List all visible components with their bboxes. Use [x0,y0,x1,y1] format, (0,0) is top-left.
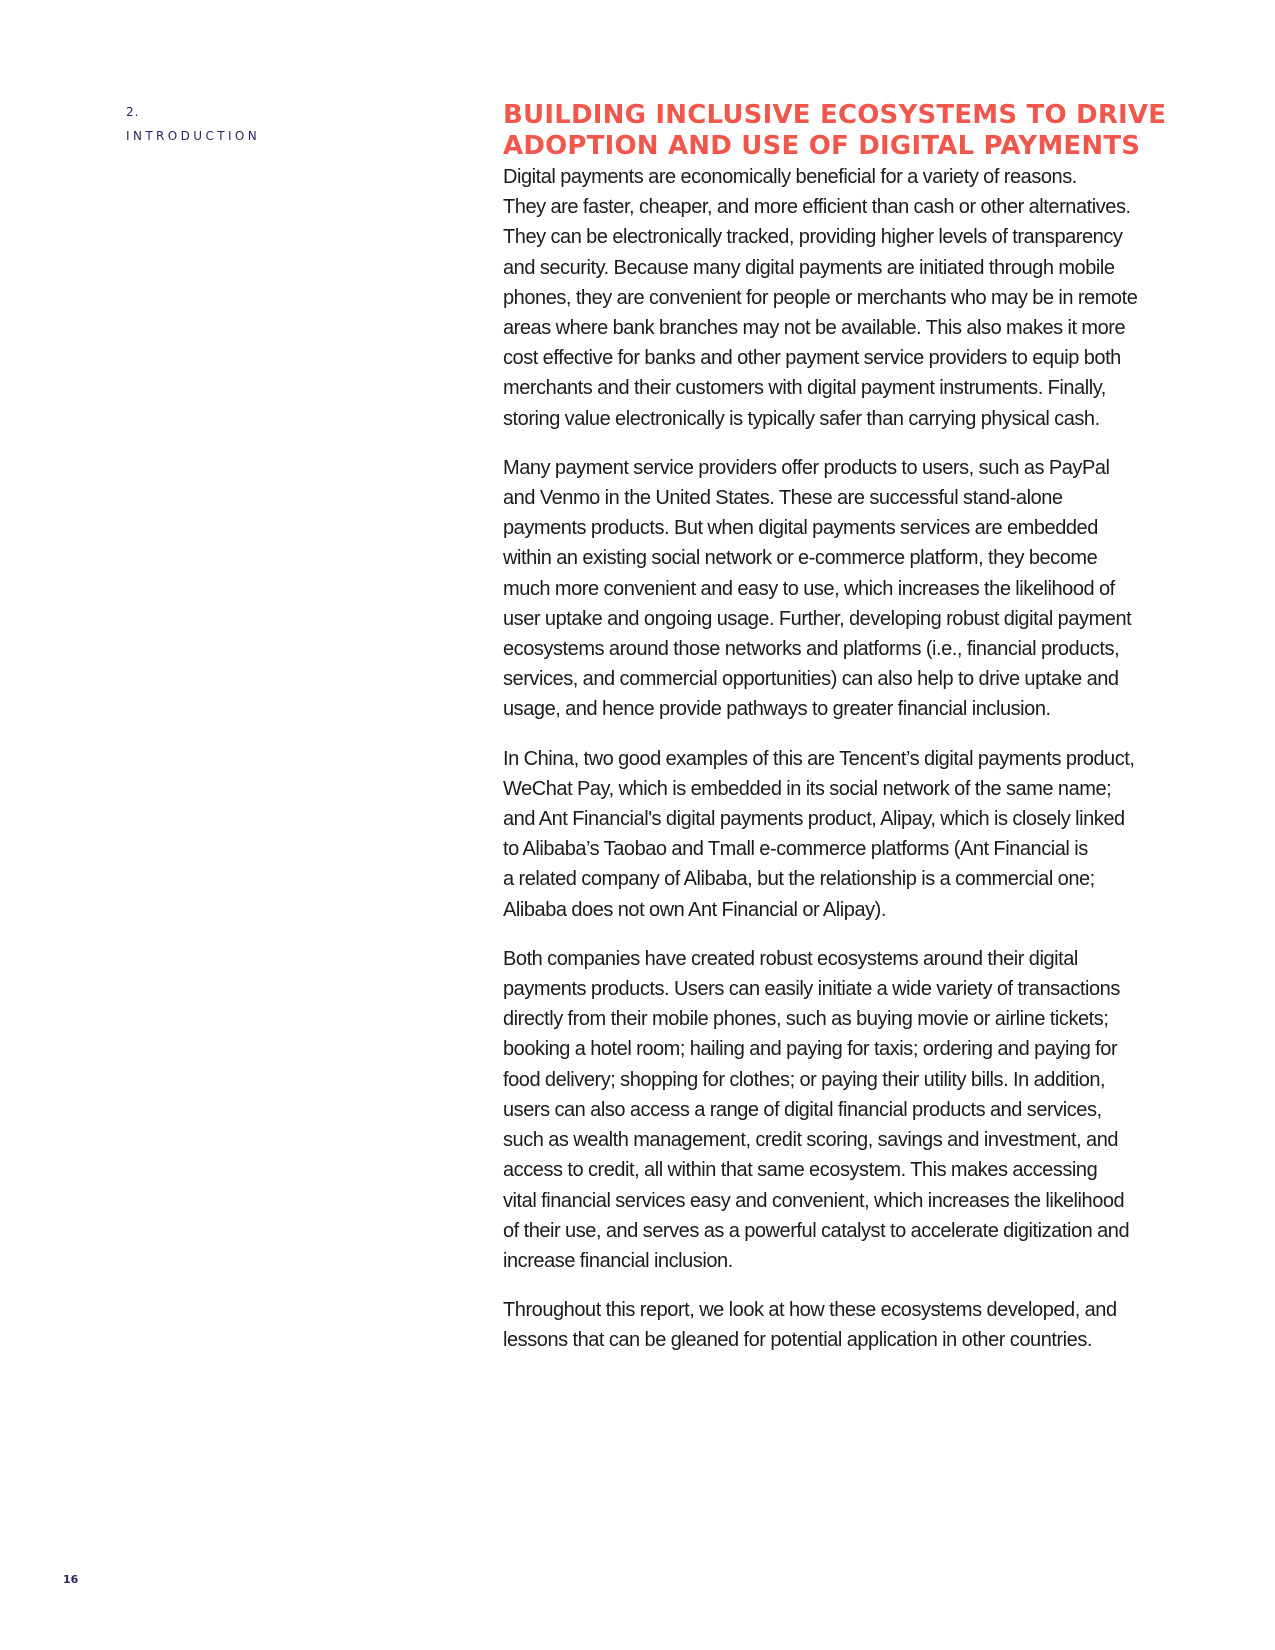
text-line: and Ant Financial's digital payments product, Alipay, which is closely linked [503,808,1125,831]
text-line: vital financial services easy and convenient, which increases the likelihood [503,1189,1125,1212]
paragraph-china-examples [503,744,1203,925]
text-line: They are faster, cheaper, and more efficient than cash or other alternatives. [503,196,1131,219]
text-line: of their use, and serves as a powerful catalyst to accelerate digitization and [503,1219,1130,1242]
paragraph-ecosystems [503,944,1203,1276]
text-line: access to credit, all within that same ecosystem. This makes accessing [503,1159,1098,1182]
text-line: to Alibaba’s Taobao and Tmall e-commerce platforms (Ant Financial is [503,838,1088,861]
page-number: 16 [63,1573,79,1586]
text-line: directly from their mobile phones, such as buying movie or airline tickets; [503,1008,1109,1031]
text-line: usage, and hence provide pathways to greater financial inclusion. [503,698,1051,721]
text-line: user uptake and ongoing usage. Further, developing robust digital payment [503,607,1132,630]
text-line: food delivery; shopping for clothes; or paying their utility bills. In addition, [503,1068,1106,1091]
section-label [126,100,260,148]
text-line: and Venmo in the United States. These are successful stand-alone [503,487,1063,510]
text-line: Both companies have created robust ecosystems around their digital [503,947,1078,970]
text-line: areas where bank branches may not be available. This also makes it more [503,317,1126,340]
text-line: a related company of Alibaba, but the relationship is a commercial one; [503,868,1095,891]
text-line: Throughout this report, we look at how these ecosystems developed, and [503,1299,1117,1322]
text-line: services, and commercial opportunities) can also help to drive uptake and [503,668,1119,691]
text-line: such as wealth management, credit scoring, savings and investment, and [503,1129,1119,1152]
paragraph-benefits [503,162,1203,434]
paragraph-report-outline [503,1295,1203,1355]
text-line: booking a hotel room; hailing and paying for taxis; ordering and paying for [503,1038,1118,1061]
title-line: BUILDING INCLUSIVE ECOSYSTEMS TO DRIVE [503,100,1167,130]
text-line: lessons that can be gleaned for potential application in other countries. [503,1329,1093,1352]
text-line: payments products. Users can easily initiate a wide variety of transactions [503,978,1120,1001]
text-line: cost effective for banks and other payment service providers to equip both [503,347,1121,370]
text-line: storing value electronically is typically safer than carrying physical cash. [503,407,1100,430]
article-body [503,100,1203,1375]
text-line: merchants and their customers with digital payment instruments. Finally, [503,377,1106,400]
section-title: INTRODUCTION [126,129,261,143]
text-line: Alibaba does not own Ant Financial or Alipay). [503,898,887,921]
text-line: Digital payments are economically beneficial for a variety of reasons. [503,166,1077,188]
text-line: within an existing social network or e-commerce platform, they become [503,547,1098,570]
text-line: users can also access a range of digital financial products and services, [503,1098,1102,1121]
text-line: WeChat Pay, which is embedded in its social network of the same name; [503,777,1112,800]
text-line: much more convenient and easy to use, which increases the likelihood of [503,577,1115,600]
text-line: In China, two good examples of this are Tencent’s digital payments product, [503,747,1135,770]
text-line: phones, they are convenient for people or merchants who may be in remote [503,286,1138,309]
text-line: They can be electronically tracked, providing higher levels of transparency [503,226,1123,249]
text-line: increase financial inclusion. [503,1249,733,1272]
title-line: ADOPTION AND USE OF DIGITAL PAYMENTS [503,131,1141,161]
text-line: Many payment service providers offer products to users, such as PayPal [503,456,1110,479]
page-title [503,100,1203,162]
text-line: ecosystems around those networks and platforms (i.e., financial products, [503,638,1120,661]
section-number: 2. [126,105,140,119]
paragraph-providers [503,453,1203,725]
text-line: and security. Because many digital payments are initiated through mobile [503,256,1115,279]
text-line: payments products. But when digital payments services are embedded [503,517,1098,540]
